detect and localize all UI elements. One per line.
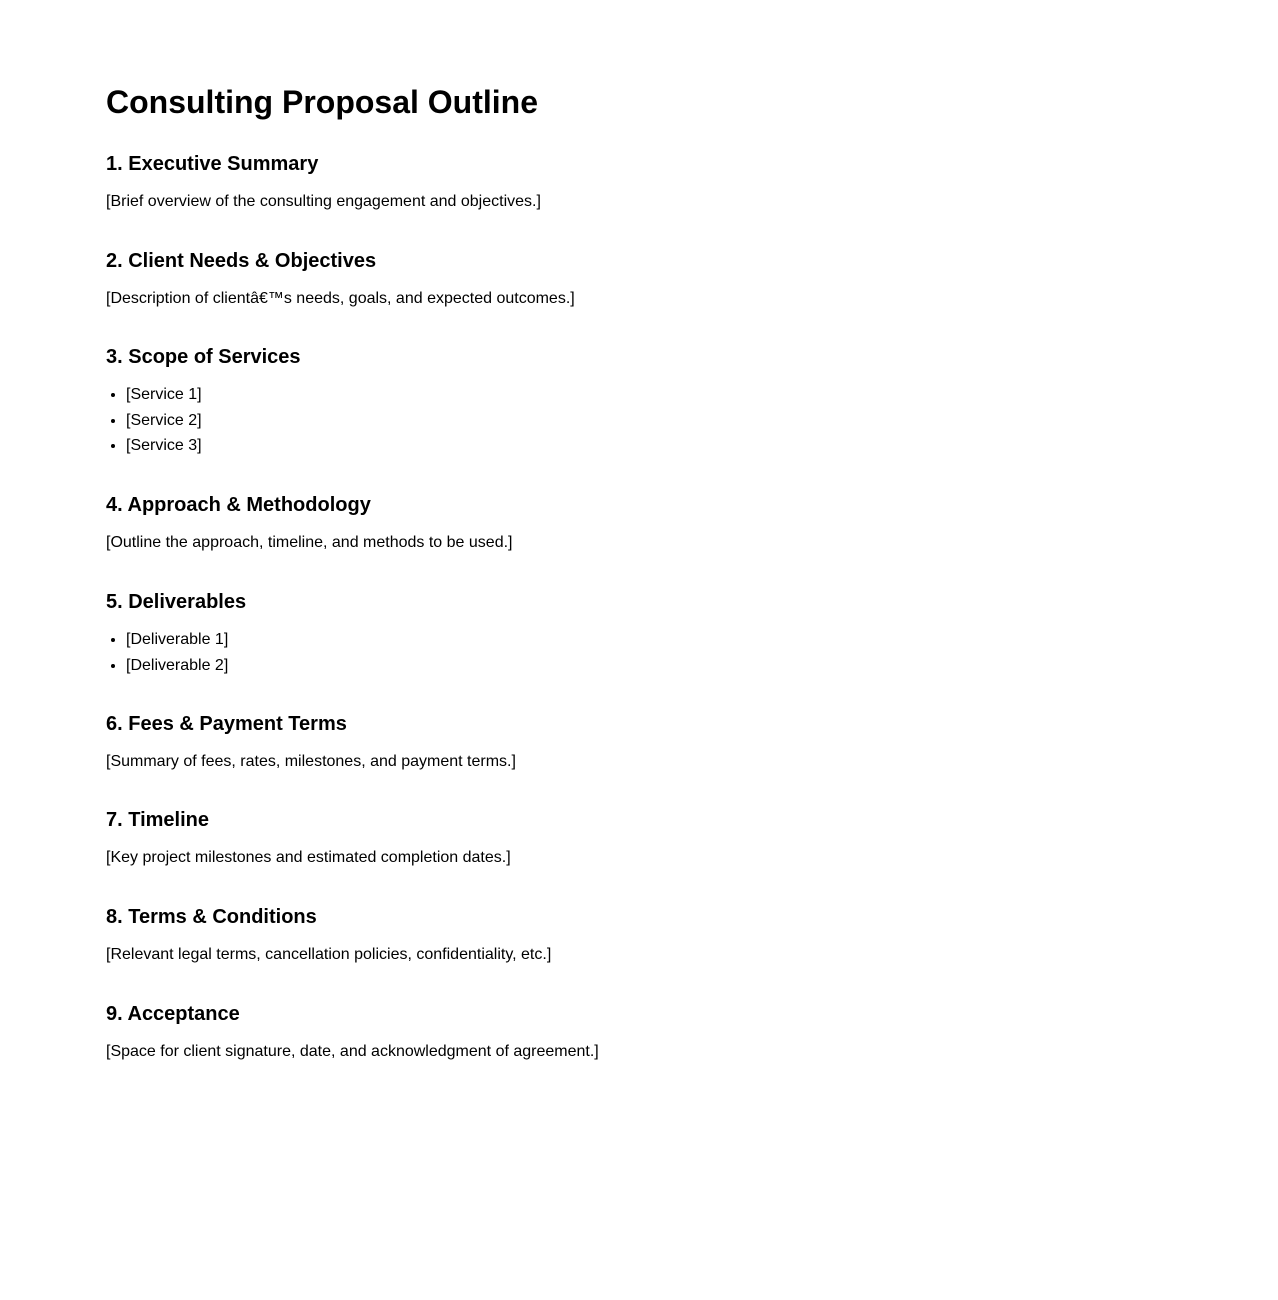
list-item: • [Deliverable 1] — [126, 630, 246, 650]
deliverables-list — [106, 630, 246, 676]
section-heading: 5. Deliverables — [106, 591, 247, 613]
section-heading: 3. Scope of Services — [106, 346, 301, 368]
page-title: Consulting Proposal Outline — [106, 84, 538, 120]
services-list — [106, 385, 301, 456]
section-body: [Space for client signature, date, and acknowledgment of agreement.] — [106, 1043, 599, 1060]
section-heading: 8. Terms & Conditions — [106, 906, 317, 928]
section-body: [Summary of fees, rates, milestones, and payment terms.] — [106, 753, 516, 770]
list-item: • [Service 2] — [126, 411, 301, 431]
section-heading: 9. Acceptance — [106, 1003, 240, 1025]
section-heading: 4. Approach & Methodology — [106, 494, 371, 516]
section-timeline — [106, 808, 511, 868]
section-heading: 6. Fees & Payment Terms — [106, 713, 347, 735]
section-client-needs — [106, 249, 575, 309]
section-deliverables — [106, 590, 246, 676]
section-terms-conditions — [106, 905, 551, 965]
section-body: [Description of clientâ€™s needs, goals, and expected outcomes.] — [106, 290, 575, 307]
section-scope-of-services — [106, 345, 301, 456]
list-item: • [Deliverable 2] — [126, 656, 246, 676]
section-heading: 2. Client Needs & Objectives — [106, 250, 377, 272]
section-heading: 1. Executive Summary — [106, 153, 319, 175]
section-body: [Key project milestones and estimated completion dates.] — [106, 849, 511, 866]
list-item: • [Service 3] — [126, 436, 301, 456]
section-body: [Relevant legal terms, cancellation policies, confidentiality, etc.] — [106, 946, 552, 963]
section-heading: 7. Timeline — [106, 809, 210, 831]
section-body: [Outline the approach, timeline, and methods to be used.] — [106, 534, 513, 551]
list-item: • [Service 1] — [126, 385, 301, 405]
section-body: [Brief overview of the consulting engagement and objectives.] — [106, 193, 541, 210]
section-acceptance — [106, 1002, 599, 1062]
section-executive-summary — [106, 152, 541, 212]
section-fees-payment — [106, 712, 516, 772]
section-approach-methodology — [106, 493, 512, 553]
